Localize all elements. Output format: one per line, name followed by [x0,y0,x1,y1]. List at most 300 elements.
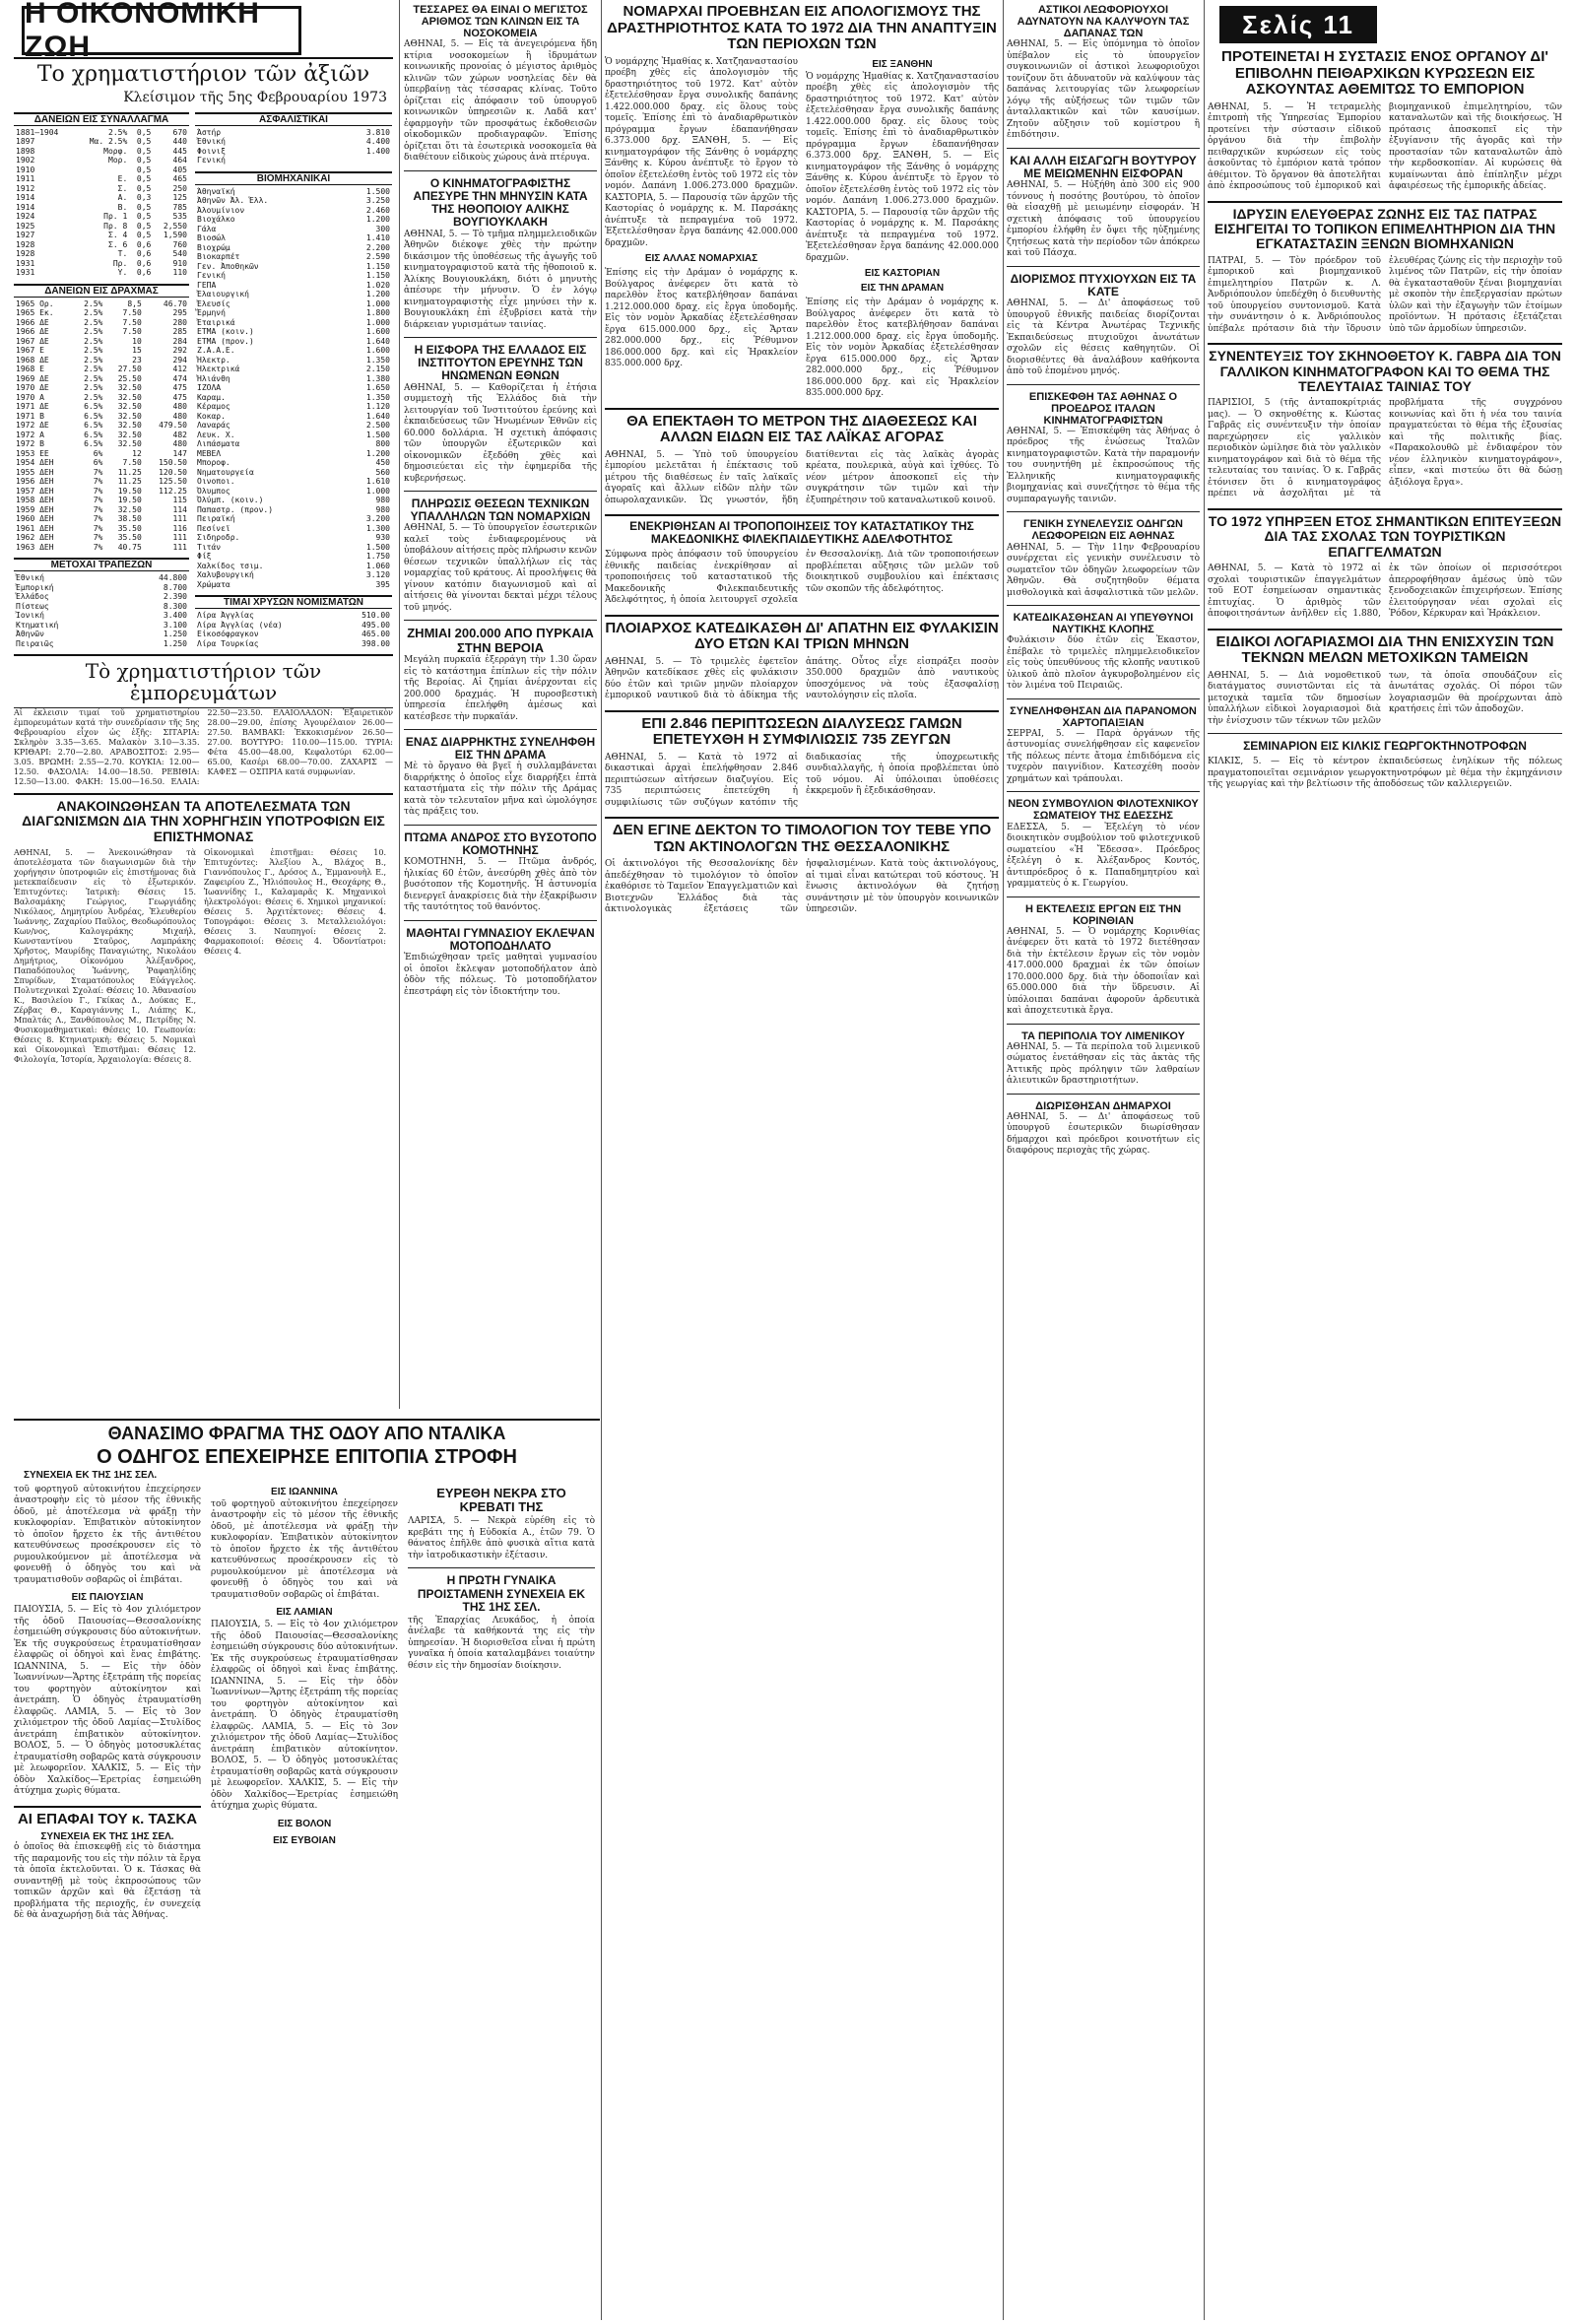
quote-row [14,374,189,384]
quote-value: 398.00 [361,638,390,648]
mayor-head: ΔΙΩΡΙΣΘΗΣΑΝ ΔΗΜΑΡΧΟΙ [1035,1099,1171,1112]
quote-value: Α. [117,193,128,203]
quote-row [14,524,189,534]
council-head: ΝΕΟΝ ΣΥΜΒΟΥΛΙΟΝ ΦΙΛΟΤΕΧΝΙΚΟΥ ΣΩΜΑΤΕΙΟΥ ΤΗΣ ΕΔΕΣΣΗΣ [1008,798,1199,823]
accounts-head: ΕΙΔΙΚΟΙ ΛΟΓΑΡΙΑΣΜΟΙ ΔΙΑ ΤΗΝ ΕΝΙΣΧΥΣΙΝ ΤΩΝ ΤΕΚΝΩΝ ΜΕΛΩΝ ΜΕΤΟΧΙΚΩΝ ΤΑΜΕΙΩΝ [1215,632,1554,667]
column-rule [1003,0,1004,2320]
quote-value: 7.50 [122,317,142,327]
quote-row [14,137,189,147]
quote-row [14,249,189,259]
quote-value: 1.120 [365,402,390,412]
quote-value: 15 [132,346,142,356]
quote-value: 11.25 [117,477,142,487]
nomarch-body-b: Ὁ νομάρχης Ἠμαθίας κ. Χατζηαναστασίου προέβη χθὲς εἰς ἀπολογισμὸν τῆς δραστηριότητος τοῦ 1972. Κατ' αὐτὸν ἐξετελέσθησαν ἔργα συνολικῆς δαπάνης 1.422.000.000 δραχ. εἰς ὅλους τοὺς τομεῖς. Ἐπίσης ἐπὶ τὸ ἀναδιαρθρωτικὸν πρόγραμμα ἔργων ἐδαπανήθησαν 6.373.000 δρχ. ΞΑΝΘΗ, 5. — Εἰς κινηματογράφον τῆς Ξάνθης ὁ νομάρχης Ξάνθης κ. Κύρου ἀνέπτυξε τὸ ἔργον τὸ ὁποῖον ἐξετελέσθη ἐντὸς τοῦ 1972 εἰς τὸν νομόν. Δαπάνη 1.006.273.000 δραχμῶν. ΚΑΣΤΟΡΙΑ, 5. — Παρουσίᾳ τῶν ἀρχῶν τῆς Καστορίας ὁ νομάρχης κ. Μ. Παρσάκης ἀνέπτυξε τὰ πεπραγμένα τοῦ 1972. Ἐξετελέσθησαν ἔργα δαπάνης 42.000.000 δραχμῶν. [806,71,999,263]
quote-name: Χρώματα [197,579,230,589]
quote-value: 3.200 [365,514,390,524]
quote-name: 1958 ΔΕΗ [16,496,54,505]
quote-value: 495.00 [361,620,390,630]
quote-value: 32.50 [117,504,142,514]
quote-value: 800 [375,439,390,449]
story4-body: ΑΘΗΝΑΙ, 5. — Τὸ ὑπουργεῖον ἐσωτερικῶν καλεῖ τοὺς ἐνδιαφερομένους νὰ ὑποβάλουν αἰτήσεις πρὸς πλήρωσιν κενῶν θέσεων τεχνικῶν ὑπαλλήλων εἰς τὰς νομαρχίας τοῦ κράτους. Αἱ προσλήψεις θὰ γίνουν κατόπιν διαγωνισμοῦ καὶ αἱ αἰτήσεις θὰ γίνονται δεκταὶ μέχρι τέλους τοῦ μηνός. [404,523,597,613]
nomarch-loc1: ΕΙΣ ΞΑΝΘΗΝ [872,58,933,70]
quote-value: 111 [172,542,187,552]
quote-value: 111 [172,533,187,543]
quote-row [14,337,189,347]
quote-name: 1914 [16,193,35,203]
phil-head: ΕΝΕΚΡΙΘΗΣΑΝ ΑΙ ΤΡΟΠΟΠΟΙΗΣΕΙΣ ΤΟΥ ΚΑΤΑΣΤΑΤΙΚΟΥ ΤΗΣ ΜΑΚΕΔΟΝΙΚΗΣ ΦΙΛΕΚΠΑΙΔΕΥΤΙΚΗΣ ΑΔΕΛΦΟΤΗΤΟΣ [629,519,974,547]
edu-head: ΔΙΟΡΙΣΜΟΣ ΠΤΥΧΙΟΥΧΩΝ ΕΙΣ ΤΑ ΚΑΤΕ [1010,271,1197,299]
story7-head: ΠΤΩΜΑ ΑΝΔΡΟΣ ΣΤΟ ΒΥΣΟΤΟΠΟ ΚΟΜΟΤΗΝΗΣ [404,830,597,858]
quote-row [14,174,189,184]
quote-value: 450 [375,458,390,468]
quote-name: Κοκαρ. [197,411,226,421]
tourism-body: ΑΘΗΝΑΙ, 5. — Κατὰ τὸ 1972 αἱ σχολαὶ τουριστικῶν ἐπαγγελμάτων τοῦ ΕΟΤ ἐσημείωσαν σημαντικὰς ἐπιτυχίας. Ὁ ἀριθμὸς τῶν ἀποφοιτησάντων ἀνῆλθεν εἰς 1.880, ἐκ τῶν ὁποίων οἱ περισσότεροι ἀπερροφήθησαν ἀμέσως ὑπὸ τῶν ξενοδοχειακῶν ἐπιχειρήσεων. Ἐπίσης ἐλειτούργησαν νέαι σχολαὶ εἰς Ῥόδον, Κέρκυραν καὶ Ἡράκλειον. [1208,564,1562,620]
quote-name: 1911 [16,174,35,184]
nomarch-loc4: ΕΙΣ ΤΗΝ ΔΡΑΜΑΝ [860,283,945,294]
quote-name: 1971 Β [16,411,44,421]
quote-value: 1.610 [365,477,390,487]
quote-value: 1.200 [365,290,390,299]
quote-value: 2.5% [84,299,103,308]
market-title: Το χρηματιστήριον τῶν ἀξιῶν [36,62,370,87]
quote-value: 474 [172,373,187,383]
quote-row [14,412,189,422]
quote-value: 19.50 [117,496,142,505]
loans-b-head: ΔΑΝΕΙΩΝ ΕΙΣ ΔΡΑΧΜΑΣ [14,284,189,298]
quote-value: 6% [93,458,103,468]
quote-value: 284 [172,336,187,346]
accident-body: τοῦ φορτηγοῦ αὐτοκινήτου ἐπεχείρησεν ἀναστροφὴν εἰς τὸ μέσον τῆς ἐθνικῆς ὁδοῦ, μὲ ἀποτέλεσμα νὰ φράξῃ τὴν κυκλοφορίαν. Ἐπιβατικὸν αὐτοκίνητον τὸ ὁποῖον ἤρχετο ἐκ τῆς ἀντιθέτου κατευθύνσεως προσέκρουσεν εἰς τὸ ρυμουλκούμενον μὲ ἀποτέλεσμα νὰ φονευθῇ ὁ ὁδηγὸς του καὶ νὰ τραυματισθοῦν σοβαρῶς οἱ ἐπιβάται. [14,1484,201,1585]
quote-value: 32.50 [117,439,142,449]
quote-value: Πρ. [112,258,128,268]
quote-value: 300 [375,224,390,233]
quote-value: 7% [93,496,103,505]
quote-name: Γενική [197,156,226,166]
commodities-title: Τὸ χρηματιστήριον τῶν ἐμπορευμάτων [85,659,322,705]
quote-value: 0,5 [136,137,152,147]
quote-name: 1910 [16,165,35,174]
quote-name: Τιτάν [197,542,222,552]
quote-name: 1968 Ε [16,365,44,374]
quote-row [195,524,392,534]
quote-value: 2.5% [84,327,103,337]
quote-value: 2.5% [84,355,103,365]
quote-row [14,421,189,431]
quote-value: 480 [172,411,187,421]
quote-value: 115 [172,496,187,505]
quote-value: 32.50 [117,411,142,421]
nomarch-loc2: ΕΙΣ ΚΑΣΤΟΡΙΑΝ [864,268,941,279]
quote-name: Ἐμπορική [16,582,54,592]
quote-value: 7% [93,477,103,487]
quote-value: 7% [93,514,103,524]
quote-row [195,421,392,431]
quote-value: 475 [172,383,187,393]
accident-loc3: ΕΙΣ ΛΑΜΙΑΝ [276,1607,333,1619]
quote-value: 1.300 [365,523,390,533]
quote-value: 6.5% [84,439,103,449]
quote-value: 3.400 [163,611,187,621]
quote-value: 1.000 [365,299,390,308]
quote-value: 1.600 [365,327,390,337]
quote-name: 1962 ΔΕΗ [16,533,54,543]
quote-row [14,496,189,505]
quote-name: Λίρα Ἀγγλίας (νέα) [197,620,283,630]
quote-name: ΙΖΟΛΑ [197,383,222,393]
quote-row [195,233,392,243]
quote-value [75,166,129,175]
quote-name: Γενική [197,271,226,281]
quote-row [195,630,392,639]
quote-value: 25.50 [117,373,142,383]
quote-name: Άστήρ [197,127,222,137]
quote-row [14,639,189,649]
quote-value: 2.5% [84,373,103,383]
quote-row [14,268,189,278]
quote-value: 125.50 [159,477,187,487]
quote-value: 475 [172,392,187,402]
section-badge-label: Σελίς 11 [1242,9,1354,39]
story2-body: ΑΘΗΝΑΙ, 5. — Τὸ τμῆμα πλημμελειοδικῶν Ἀθηνῶν διέκοψε χθὲς τὴν πρώτην δικάσιμον τῆς ὑποθέσεως τῆς ἀγωγῆς τοῦ κινηματογραφιστοῦ κατὰ τῆς ἠθοποιοῦ κ. Ἀλίκης Βουγιουκλάκη, διότι ὁ μηνυτὴς ἀπέσυρε τὴν μήνυσιν. Ὁ ἐν λόγῳ κινηματογραφιστὴς εἶχε μηνύσει τὴν κ. Βουγιουκλάκη ἐπὶ ἐξυβρίσει κατὰ τὴν διάρκειαν γυρισμάτων ταινίας. [404,229,597,330]
quote-row [14,128,189,138]
quote-row [195,128,392,138]
quote-row [14,514,189,524]
quote-name: Κτηματική [16,620,59,630]
quote-row [14,621,189,631]
column-2 [404,0,597,1418]
quote-value: 0,5 [136,183,152,193]
story9-body: ΛΑΡΙΣΑ, 5. — Νεκρὰ εὑρέθη εἰς τὸ κρεβάτι της ἡ Εὐδοκία Α., ἐτῶν 79. Ὁ θάνατος ἐπῆλθε ἀπὸ φυσικὰ αἴτια κατὰ τὴν ἰατροδικαστικὴν ἐξέτασιν. [408,1516,595,1560]
quote-value: 11.25 [117,467,142,477]
quote-value: 540 [172,249,187,259]
quote-value: 40.75 [117,542,142,552]
quote-value: 0,5 [136,146,152,156]
quote-name: Ἰονική [16,611,44,621]
quote-value: 2.5% [108,127,128,137]
quote-value: Σ. 6 [108,239,128,249]
quote-row [195,327,392,337]
quote-row [14,487,189,497]
quote-value: 479.50 [159,421,187,431]
accident-body2: ΠΑΙΟΥΣΙΑ, 5. — Εἰς τὸ 4ον χιλιόμετρον τῆς ὁδοῦ Παιουσίας—Θεσσαλονίκης ἐσημειώθη σύγκρουσις δύο αὐτοκινήτων. Ἐκ τῆς συγκρούσεως ἐτραυματίσθησαν ἐλαφρῶς οἱ ὁδηγοὶ καὶ ἕνας ἐπιβάτης. ΙΩΑΝΝΙΝΑ, 5. — Εἰς τὴν ὁδὸν Ἰωαννίνων—Ἄρτης ἐξετράπη τῆς πορείας του φορτηγὸν αὐτοκίνητον καὶ ἀνετράπη. Ὁ ὁδηγὸς ἐτραυματίσθη ἐλαφρῶς. ΛΑΜΙΑ, 5. — Εἰς τὸ 3ον χιλιόμετρον τῆς ὁδοῦ Λαμίας—Στυλίδος ἀνετράπη ἐπιβατικὸν αὐτοκίνητον. ΒΟΛΟΣ, 5. — Ὁ ὁδηγὸς μοτοσυκλέτας ἐτραυματίσθη σοβαρῶς κατὰ σύγκρουσιν μὲ λεωφορεῖον. ΧΑΛΚΙΣ, 5. — Εἰς τὴν ὁδὸν Χαλκίδος—Ἐρετρίας ἐσημειώθη ἀτύχημα χωρὶς θύματα. [14,1605,201,1797]
quote-row [195,562,392,571]
gavras-body: ΠΑΡΙΣΙΟΙ, 5 (τῆς ἀνταποκρίτριάς μας). — Ὁ σκηνοθέτης κ. Κώστας Γαβρᾶς εἰς συνέντευξιν τὴν ὁποίαν παρεχώρησεν εἰς γαλλικὸν περιοδικὸν ὡμίλησε διὰ τὸν γαλλικὸν κινηματογράφον καὶ διὰ τὸ θέμα τῆς τελευταίας του ταινίας. Ὁ κ. Γαβρᾶς ἐτόνισεν ὅτι ὁ κινηματογράφος πρέπει νὰ ἀσχολῆται μὲ τὰ προβλήματα τῆς συγχρόνου κοινωνίας καὶ ὅτι ἡ νέα του ταινία πραγματεύεται τὸ θέμα τῆς ἐξουσίας καὶ τῆς πολιτικῆς βίας. «Παρακολουθῶ μὲ ἐνδιαφέρον τὸν νέον ἑλληνικὸν κινηματογράφον», εἶπεν, «καὶ πιστεύω ὅτι θὰ δώσῃ ἀξιόλογα ἔργα». [1208,398,1562,499]
quote-value: 2.5% [84,392,103,402]
quote-row [195,318,392,328]
quote-value: 0,6 [136,239,152,249]
column-rule [399,0,400,1409]
story8-head: ΜΑΘΗΤΑΙ ΓΥΜΝΑΣΙΟΥ ΕΚΛΕΨΑΝ ΜΟΤΟΠΟΔΗΛΑΤΟ [406,925,595,953]
quote-value: 292 [172,346,187,356]
quote-name: 1953 ΕΕ [16,448,49,458]
quote-value: 280 [172,317,187,327]
quote-name: Ἀθηνῶν Ἀλ. Ἑλλ. [197,196,269,206]
quote-value: 3.120 [365,570,390,580]
quote-row [14,147,189,157]
quote-name: Ζ.Α.Α.Ε. [197,346,235,356]
quote-row [195,505,392,515]
quote-value: 1.500 [365,542,390,552]
quote-name: Λίρα Τουρκίας [197,638,259,648]
quote-value: 125 [172,193,187,203]
quote-value: 1.750 [365,552,390,562]
quote-value: 112.25 [159,486,187,496]
quote-value: 111 [172,514,187,524]
quote-value: 1.500 [365,430,390,439]
quote-row [195,262,392,272]
quote-row [195,639,392,649]
quote-value: 7.50 [122,458,142,468]
story6-body: Μὲ τὸ ὄργανο θὰ βγεῖ ἡ συλλαμβάνεται διαρρήκτης ὁ ὁποῖος εἶχε διαρρήξει ἑπτὰ καταστήματα εἰς τὴν πόλιν τῆς Δράμας κατὰ τὸν τελευταῖον μῆνα καὶ ὡμολόγησε τὰς πράξεις του. [404,762,597,818]
quote-value: 560 [375,467,390,477]
quote-row [14,630,189,639]
quote-row [14,449,189,459]
paper-head: ΣΥΝΕΛΗΦΘΗΣΑΝ ΔΙΑ ΠΑΡΑΝΟΜΟΝ ΧΑΡΤΟΠΑΙΞΙΑΝ [1010,704,1197,729]
quote-row [14,240,189,250]
quote-value: 3.810 [365,127,390,137]
quote-row [195,552,392,562]
quote-name: 1957 ΔΕΗ [16,486,54,496]
quote-name: Μποροφ. [197,458,230,468]
quote-name: Βιοχάλκο [197,215,235,225]
section-badge [1219,6,1377,43]
quote-name: Ἐταιρικά [197,317,235,327]
quote-row [195,243,392,253]
quote-name: 1898 [16,146,35,156]
quote-name: Πειραιῶς [16,638,54,648]
quote-row [195,383,392,393]
quote-name: 1912 [16,183,35,193]
quote-value: Μορφ. [103,146,128,156]
quote-name: 1897 [16,137,35,147]
story8-body: Ἐπιδιώχθησαν τρεῖς μαθηταὶ γυμνασίου οἱ ὁποῖοι ἔκλεψαν μοτοποδήλατον ἀπὸ ὁδὸν τῆς πόλεως. Τὸ μοτοποδήλατον ἐπεστράφη εἰς τὸν ἰδιοκτήτην του. [404,953,597,997]
quote-value: 110 [172,268,187,278]
quote-value: 32.50 [117,430,142,439]
quote-row [195,187,392,197]
quote-name: Πειραϊκή [197,514,235,524]
quote-row [195,487,392,497]
quote-row [14,592,189,602]
taska-head: ΑΙ ΕΠΑΦΑΙ ΤΟΥ κ. ΤΑΣΚΑ [17,1810,198,1827]
quote-value: Σ. 4 [108,231,128,240]
quote-row [195,137,392,147]
quote-row [195,299,392,309]
quote-value: 0,5 [136,231,152,240]
column-rule [1204,0,1205,2320]
seminar-body: ΚΙΛΚΙΣ, 5. — Εἰς τὸ κέντρον ἐκπαιδεύσεως ἐνηλίκων τῆς πόλεως πραγματοποιεῖται σεμινάριον γεωργοκτηνοτρόφων μὲ θέμα τὴν ἐκμηχάνισιν τῆς γεωργίας καὶ τὴν βελτίωσιν τῆς ἀποδόσεως τῶν καλλιεργειῶν. [1208,757,1562,790]
quote-row [195,412,392,422]
quote-value: 7.50 [122,308,142,318]
quote-name: Λίρα Ἀγγλίας [197,611,254,621]
quote-row [14,477,189,487]
quote-row [195,393,392,403]
quote-value: 6.5% [84,411,103,421]
quote-value: 510.00 [361,611,390,621]
quote-row [14,533,189,543]
nomarch-loc3: ΕΙΣ ΑΛΛΑΣ ΝΟΜΑΡΧΙΑΣ [644,253,758,264]
quote-value: 12 [132,448,142,458]
quote-value: 2.590 [365,252,390,262]
quote-value: Μορ. [108,156,128,166]
quote-name: Χαλκίδος τσιμ. [197,561,264,570]
quote-name: 1972 ΔΕ [16,421,49,431]
hunter-head: ΚΑΤΕΔΙΚΑΣΘΗΣΑΝ ΑΙ ΥΠΕΥΘΥΝΟΙ ΝΑΥΤΙΚΗΣ ΚΛΟΠΗΣ [1013,612,1194,636]
quote-value: 250 [172,183,187,193]
quote-value: 1.410 [365,233,390,243]
quote-row [14,299,189,309]
quote-value: Ε. [117,174,128,184]
industrial-table [195,187,392,590]
quote-value: 482 [172,430,187,439]
quote-value: 480 [172,402,187,412]
quote-row [14,583,189,593]
quote-row [14,543,189,553]
quote-value: 19.50 [117,486,142,496]
accident-body2-b: ΠΑΙΟΥΣΙΑ, 5. — Εἰς τὸ 4ον χιλιόμετρον τῆς ὁδοῦ Παιουσίας—Θεσσαλονίκης ἐσημειώθη σύγκρουσις δύο αὐτοκινήτων. Ἐκ τῆς συγκρούσεως ἐτραυματίσθησαν ἐλαφρῶς οἱ ὁδηγοὶ καὶ ἕνας ἐπιβάτης. ΙΩΑΝΝΙΝΑ, 5. — Εἰς τὴν ὁδὸν Ἰωαννίνων—Ἄρτης ἐξετράπη τῆς πορείας του φορτηγὸν αὐτοκίνητον καὶ ἀνετράπη. Ὁ ὁδηγὸς ἐτραυματίσθη ἐλαφρῶς. ΛΑΜΙΑ, 5. — Εἰς τὸ 3ον χιλιόμετρον τῆς ὁδοῦ Λαμίας—Στυλίδος ἀνετράπη ἐπιβατικὸν αὐτοκίνητον. ΒΟΛΟΣ, 5. — Ὁ ὁδηγὸς μοτοσυκλέτας ἐτραυματίσθη σοβαρῶς κατὰ σύγκρουσιν μὲ λεωφορεῖον. ΧΑΛΚΙΣ, 5. — Εἰς τὴν ὁδὸν Χαλκίδος—Ἐρετρίας ἐσημειώθη ἀτύχημα χωρὶς θύματα. [211,1620,398,1812]
market-subtitle: Κλείσιμον τῆς 5ης Φεβρουαρίου 1973 [123,90,387,106]
quote-row [195,346,392,356]
butter-head: ΚΑΙ ΑΛΛΗ ΕΙΣΑΓΩΓΗ ΒΟΥΤΥΡΟΥ ΜΕ ΜΕΙΩΜΕΝΗΝ ΕΙΣΦΟΡΑΝ [1010,153,1197,180]
quote-value: 670 [172,127,187,137]
quote-name: Ἐλευσίς [197,299,230,308]
quote-value: 1.200 [365,215,390,225]
quote-value: 2.500 [365,421,390,431]
quote-row [14,383,189,393]
quote-value: 10 [132,336,142,346]
quote-row [195,543,392,553]
accident-sub: Ο ΟΔΗΓΟΣ ΕΠΕΧΕΙΡΗΣΕ ΕΠΙΤΟΠΙΑ ΣΤΡΟΦΗ [97,1445,517,1468]
story1-body: ΑΘΗΝΑΙ, 5. — Εἰς τὰ ἀνεγειρόμενα ἤδη κτίρια νοσοκομείων ἢ ἰδρυμάτων κοινωνικῆς προνοίας ὁ μέγιστος ἀριθμὸς κλινῶν τῶν χώρων νοσηλείας δὲν θὰ ὑπερβαίνῃ τὰς τέσσαρας κλίνας. Τοῦτο ὁρίζεται εἰς ἀπόφασιν τοῦ ὑπουργοῦ κοινωνικῶν ὑπηρεσιῶν κ. Λαδᾶ κατ' ἐφαρμογὴν τῶν προσφάτως ἐκδοθεισῶν οἰκοδομικῶν προδιαγραφῶν. Ἐπίσης ὁρίζεται ὅτι τὰ ἐσωτερικὰ νοσοκομεῖα θὰ διαθέτουν εἰδικοὺς χώρους ἀνὰ πτέρυγα. [404,39,597,164]
quote-row [195,365,392,374]
quote-value: 32.50 [117,392,142,402]
quote-value: 2.5% [84,346,103,356]
column-3 [605,0,999,2324]
quote-value: 294 [172,355,187,365]
quote-value: 2.150 [365,365,390,374]
quote-row [14,346,189,356]
quote-value: 35.50 [117,533,142,543]
drivers-body: ΑΘΗΝΑΙ, 5. — Τὴν 11ην Φεβρουαρίου συνέρχεται εἰς γενικὴν συνέλευσιν τὸ σωματεῖον τῶν ὁδηγῶν λεωφορείων τῶν Ἀθηνῶν. Θὰ συζητηθοῦν θέματα μισθολογικὰ καὶ ἀσφαλιστικὰ τῶν μελῶν. [1007,542,1200,598]
quote-name: Βιοχρώμ [197,242,230,252]
quote-value: 0,5 [136,174,152,184]
quote-name: 1966 ΔΕ [16,317,49,327]
quote-value: 910 [172,258,187,268]
quote-name: Βιοσώλ [197,233,226,243]
quote-value: 1.350 [365,355,390,365]
quote-name: 1959 ΔΕΗ [16,504,54,514]
quote-value: 0,5 [136,127,152,137]
quote-name: Λιπάσματα [197,439,240,449]
seminar-head: ΣΕΜΙΝΑΡΙΟΝ ΕΙΣ ΚΙΛΚΙΣ ΓΕΩΡΓΟΚΤΗΝΟΤΡΟΦΩΝ [1243,739,1527,754]
quote-name: Ὀλύμπ. (κοιν.) [197,496,264,505]
quote-name: Φίξ [197,552,212,562]
quote-name: 1966 ΔΕ [16,327,49,337]
quote-row [14,505,189,515]
quote-row [14,431,189,440]
quote-name: 1925 [16,221,35,231]
quote-row [195,449,392,459]
quote-value: 395 [375,579,390,589]
quote-value: 6.5% [84,421,103,431]
quote-value: 7% [93,467,103,477]
quote-value: 412 [172,365,187,374]
phil-body: Σύμφωνα πρὸς ἀπόφασιν τοῦ ὑπουργείου ἐθνικῆς παιδείας ἐνεκρίθησαν αἱ τροποποιήσεις τοῦ καταστατικοῦ τῆς Μακεδονικῆς Φιλεκπαιδευτικῆς Ἀδελφότητος, ἡ ὁποία λειτουργεῖ σχολεῖα ἐν Θεσσαλονίκῃ. Διὰ τῶν τροποποιήσεων προβλέπεται αὔξησις τῶν μελῶν τοῦ διοικητικοῦ συμβουλίου καὶ ἐπέκτασις τῶν σκοπῶν τῆς ἀδελφότητος. [605,550,999,606]
quotes-right [195,110,392,649]
quote-name: Ἐθνική [16,573,44,583]
quote-name: 1968 ΔΕ [16,355,49,365]
quote-row [14,327,189,337]
quote-value: 440 [172,137,187,147]
quote-value: 1.600 [365,346,390,356]
quote-row [14,439,189,449]
edu-body: ΑΘΗΝΑΙ, 5. — Δι' ἀποφάσεως τοῦ ὑπουργοῦ ἐθνικῆς παιδείας διορίζονται εἰς τὰ Κέντρα Ἀνωτέρας Τεχνικῆς Ἐκπαιδεύσεως πτυχιοῦχοι ἀνωτάτων σχολῶν εἰς θέσεις καθηγητῶν. Οἱ διορισθέντες θὰ ἀναλάβουν καθήκοντα ἀπὸ τοῦ ἑπομένου μηνός. [1007,299,1200,377]
quote-value: 2,550 [163,221,187,231]
drivers-head: ΓΕΝΙΚΗ ΣΥΝΕΛΕΥΣΙΣ ΟΔΗΓΩΝ ΛΕΩΦΟΡΕΙΩΝ ΕΙΣ ΑΘΗΝΑΣ [1023,518,1183,543]
quote-name: 1969 ΔΕ [16,373,49,383]
accident-loc5: ΕΙΣ ΕΥΒΟΙΑΝ [273,1834,336,1846]
quote-value: 120.50 [159,467,187,477]
quote-value: 7.50 [122,327,142,337]
quote-row [14,231,189,240]
hunter-body: Φυλάκισιν δύο ἐτῶν εἰς Ἑκαστον, ἐπέβαλε τὸ τριμελὲς πλημμελειοδικεῖον εἰς τοὺς ὑπευθύνους τῆς κλοπῆς ναυτικοῦ ὑλικοῦ ἀπὸ πλοῖον ἀγκυροβολημένον εἰς τὸν λιμένα τοῦ Πειραιῶς. [1007,635,1200,692]
quote-value: 150.50 [159,458,187,468]
quote-row [14,193,189,203]
quote-name: Λευκ. Χ. [197,430,235,439]
quote-value: 1.400 [365,146,390,156]
loans-a-head: ΔΑΝΕΙΩΝ ΕΙΣ ΣΥΝΑΛΛΑΓΜΑ [14,112,189,126]
quote-value: 8,5 [127,299,142,308]
quote-name: 1960 ΔΕΗ [16,514,54,524]
quote-name: 1931 [16,268,35,278]
accident-loc2: ΕΙΣ ΙΩΑΝΝΙΝΑ [271,1486,338,1497]
quote-row [195,215,392,225]
nomarch-head: ΝΟΜΑΡΧΑΙ ΠΡΟΕΒΗΣΑΝ ΕΙΣ ΑΠΟΛΟΓΙΣΜΟΥΣ ΤΗΣ ΔΡΑΣΤΗΡΙΟΤΗΤΟΣ ΚΑΤΑ ΤΟ 1972 ΔΙΑ ΤΗΝ ΑΝΑΠΤΥΞΙΝ ΤΩΝ ΠΕΡΙΟΧΩΝ ΤΩΝ [607,3,997,52]
quote-name: 1965 Ορ. [16,299,54,308]
quote-row [195,337,392,347]
quote-value: 6.5% [84,430,103,439]
quote-value: 7% [93,486,103,496]
quote-name: Ἠλεκτρικά [197,365,240,374]
nomarch-body: Ὁ νομάρχης Ἠμαθίας κ. Χατζηαναστασίου προέβη χθὲς εἰς ἀπολογισμὸν τῆς δραστηριότητος τοῦ 1972. Κατ' αὐτὸν ἐξετελέσθησαν ἔργα συνολικῆς δαπάνης 1.422.000.000 δραχ. εἰς ὅλους τοὺς τομεῖς. Ἐπίσης ἐπὶ τὸ ἀναδιαρθρωτικὸν πρόγραμμα ἔργων ἐδαπανήθησαν 6.373.000 δρχ. ΞΑΝΘΗ, 5. — Εἰς κινηματογράφον τῆς Ξάνθης ὁ νομάρχης Ξάνθης κ. Κύρου ἀνέπτυξε τὸ ἔργον τὸ ὁποῖον ἐξετελέσθη ἐντὸς τοῦ 1972 εἰς τὸν νομόν. Δαπάνη 1.006.273.000 δραχμῶν. ΚΑΣΤΟΡΙΑ, 5. — Παρουσίᾳ τῶν ἀρχῶν τῆς Καστορίας ὁ νομάρχης κ. Μ. Παρσάκης ἀνέπτυξε τὰ πεπραγμένα τοῦ 1972. Ἐξετελέσθησαν ἔργα δαπάνης 42.000.000 δραχμῶν. [605,56,798,248]
tebe-body: Οἱ ἀκτινολόγοι τῆς Θεσσαλονίκης δὲν ἀπεδέχθησαν τὸ τιμολόγιον τὸ ὁποῖον ἐκαθόρισε τὸ Ταμεῖον Ἐπαγγελματιῶν καὶ Βιοτεχνῶν Ἑλλάδος διὰ τὰς ἀκτινολογικὰς ἐξετάσεις τῶν ἠσφαλισμένων. Κατὰ τοὺς ἀκτινολόγους, αἱ τιμαὶ εἶναι κατώτεραι τοῦ κόστους. Ἡ ἕνωσις ἀκτινολόγων θὰ ζητήσῃ συνάντησιν μὲ τὸν ὑπουργὸν κοινωνικῶν ὑπηρεσιῶν. [605,859,999,915]
quote-value: 1.200 [365,448,390,458]
quote-row [14,222,189,232]
accident-loc1: ΕΙΣ ΠΑΙΟΥΣΙΑΝ [71,1592,144,1604]
quote-name: 1928 [16,249,35,259]
quote-value: 1.350 [365,392,390,402]
quote-value: 3.250 [365,196,390,206]
divorce-head: ΕΠΙ 2.846 ΠΕΡΙΠΤΩΣΕΩΝ ΔΙΑΛΥΣΕΩΣ ΓΑΜΩΝ ΕΠΕΤΕΥΧΘΗ Η ΣΥΜΦΙΛΙΩΣΙΣ 735 ΖΕΥΓΩΝ [641,714,962,749]
quote-value: 2.460 [365,205,390,215]
quote-value: 6% [93,448,103,458]
quote-row [14,365,189,374]
quote-row [195,374,392,384]
quote-name: Ἀλουμίνιον [197,205,245,215]
accident-loc4: ΕΙΣ ΒΟΛΟΝ [277,1818,332,1829]
court-head: ΠΡΟΤΕΙΝΕΤΑΙ Η ΣΥΣΤΑΣΙΣ ΕΝΟΣ ΟΡΓΑΝΟΥ ΔΙ' ΕΠΙΒΟΛΗΝ ΠΕΙΘΑΡΧΙΚΩΝ ΚΥΡΩΣΕΩΝ ΕΙΣ ΑΣΚΟΥΝΤΑΣ ΑΘΕΜΙΤΩΣ ΤΟ ΕΜΠΟΡΙΟΝ [1221,48,1548,98]
quote-row [195,206,392,216]
story5-head: ΖΗΜΙΑΙ 200.000 ΑΠΟ ΠΥΡΚΑΙΑ ΣΤΗΝ ΒΕΡΟΙΑ [407,626,594,655]
quote-row [195,439,392,449]
quote-value: 0,6 [136,268,152,278]
quote-name: Άθηναϊκή [197,186,235,196]
quote-row [195,580,392,590]
nomarch-body2: Ἐπίσης εἰς τὴν Δράμαν ὁ νομάρχης κ. Βούλγαρος ἀνέφερεν ὅτι κατὰ τὸ παρελθὸν ἔτος κατεβλήθησαν δαπάναι 1.212.000.000 δραχ. εἰς ἔργα ὑποδομῆς. Εἰς τὸν νομὸν Ἀρκαδίας ἐξετελέσθησαν ἔργα 615.000.000 δρχ., εἰς Ἄρταν 282.000.000 δρχ., εἰς Ῥέθυμνον 186.000.000 δρχ. καὶ εἰς Ἡρακλείον 835.000.000 δρχ. [605,268,798,368]
quote-value: 147 [172,448,187,458]
butter-body: ΑΘΗΝΑΙ, 5. — Ηὐξήθη ἀπὸ 300 εἰς 900 τόννους ἡ ποσότης βουτύρου, τὸ ὁποῖον θὰ εἰσαχθῇ μὲ μειωμένην εἰσφοράν. Ἡ σχετικὴ ἀπόφασις τοῦ ὑπουργείου ἐμπορίου ἐλήφθη ἐν ὄψει τῆς ηὐξημένης ζητήσεως κατὰ τὴν περίοδον τῶν ἀπόκρεω καὶ τοῦ Πάσχα. [1007,180,1200,259]
quote-value: 295 [172,308,187,318]
quote-row [14,356,189,365]
